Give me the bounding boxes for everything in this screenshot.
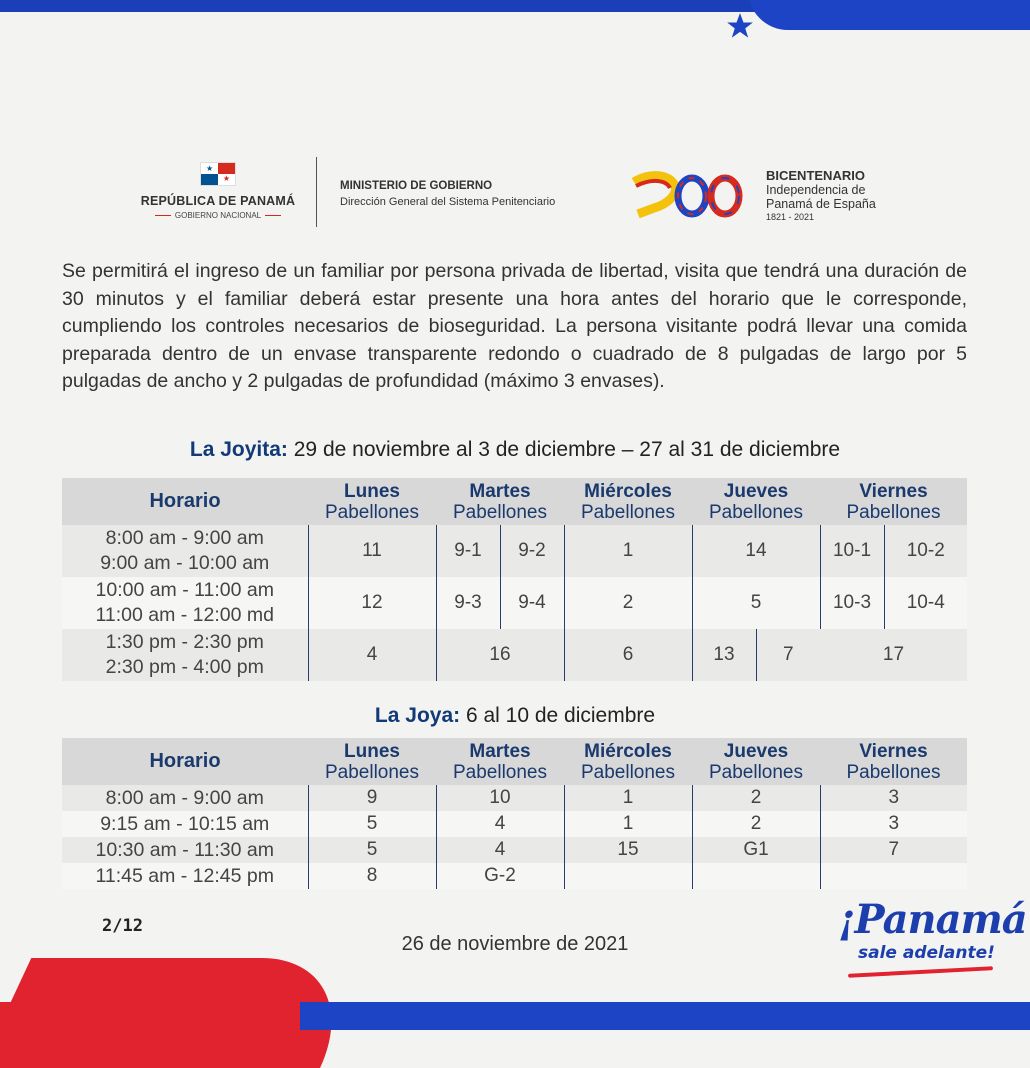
joyita-cell: 1: [564, 525, 692, 577]
bicentenario-line-2: Independencia de: [766, 183, 866, 197]
panama-brand-text: ¡Panamá: [838, 896, 1027, 943]
joyita-head-viernes: Viernes Pabellones: [820, 478, 967, 525]
joya-horario-cell: 8:00 am - 9:00 am: [62, 785, 308, 811]
joya-cell: 1: [564, 811, 692, 837]
joyita-cell: 9-2: [500, 525, 564, 577]
joya-horario-cell: 10:30 am - 11:30 am: [62, 837, 308, 863]
joya-dates: 6 al 10 de diciembre: [460, 704, 656, 727]
joya-cell: [820, 863, 967, 889]
joya-cell: 10: [436, 785, 564, 811]
joya-name: La Joya:: [374, 704, 461, 727]
top-blue-bar: [0, 0, 760, 12]
joyita-cell: 9-4: [500, 577, 564, 629]
joya-horario-cell: 9:15 am - 10:15 am: [62, 811, 308, 837]
joya-cell: 3: [820, 811, 967, 837]
joya-cell: 2: [692, 785, 820, 811]
panama-flag-icon: ★ ★: [200, 162, 236, 186]
bicentenario-title: BICENTENARIO: [766, 168, 865, 183]
top-right-blue-shape: [748, 0, 1030, 30]
joya-cell: 2: [692, 811, 820, 837]
joya-cell: 9: [308, 785, 436, 811]
joyita-cell: 2: [564, 577, 692, 629]
joya-cell: 4: [436, 837, 564, 863]
joyita-cell: 9-1: [436, 525, 500, 577]
intro-paragraph: Se permitirá el ingreso de un familiar por persona privada de libertad, visita que tendrá una duración de 30 minutos y el familiar deberá estar presente una hora antes del horario que le corresponde, cumpliendo los controles necesarios de bioseguridad. La persona visitante podrá llevar una comida preparada dentro de un envase transparente redondo o cuadrado de 8 pulgadas de largo por 5 pulgadas de ancho y 2 pulgadas de profundidad (máximo 3 envases).: [62, 260, 967, 392]
bicentenario-200-logo-icon: [630, 164, 750, 224]
table-row: [62, 525, 967, 577]
ministry-title: MINISTERIO DE GOBIERNO: [340, 180, 493, 192]
joyita-cell: 14: [692, 525, 820, 577]
bicentenario-years: 1821 - 2021: [766, 212, 815, 222]
table-row: [62, 577, 967, 629]
joya-cell: [564, 863, 692, 889]
table-row: [62, 837, 967, 863]
joya-head-jueves: Jueves Pabellones: [692, 738, 820, 785]
joyita-dates: 29 de noviembre al 3 de diciembre – 27 al 31 de diciembre: [287, 438, 841, 461]
joyita-cell: 6: [564, 629, 692, 681]
joya-cell: 7: [820, 837, 967, 863]
joya-head-viernes: Viernes Pabellones: [820, 738, 967, 785]
joya-cell: G-2: [436, 863, 564, 889]
joya-horario-cell: 11:45 am - 12:45 pm: [62, 863, 308, 889]
joyita-head-horario: Horario: [62, 478, 308, 525]
joyita-cell: 4: [308, 629, 436, 681]
joyita-cell: 10-3: [820, 577, 884, 629]
republica-panama-logo: [133, 162, 303, 220]
joya-head-miercoles: Miércoles Pabellones: [564, 738, 692, 785]
joyita-cell: 12: [308, 577, 436, 629]
joyita-cell: 10-4: [884, 577, 967, 629]
joyita-horario-cell: 1:30 pm - 2:30 pm 2:30 pm - 4:00 pm: [62, 629, 308, 681]
panama-brand-underline: [848, 966, 993, 978]
joya-head-lunes: Lunes Pabellones: [308, 738, 436, 785]
joyita-cell: 10-2: [884, 525, 967, 577]
page-number: 2/12: [102, 916, 143, 936]
joya-cell: 15: [564, 837, 692, 863]
bottom-blue-bar: [300, 1002, 1030, 1030]
joya-cell: 8: [308, 863, 436, 889]
joyita-cell: 17: [820, 629, 967, 681]
joyita-cell: 5: [692, 577, 820, 629]
joya-cell: [692, 863, 820, 889]
rp-title: REPÚBLICA DE PANAMÁ: [140, 194, 296, 208]
joyita-cell: 16: [436, 629, 564, 681]
table-row: [62, 811, 967, 837]
ministry-subtitle: Dirección General del Sistema Penitenciario: [340, 196, 556, 208]
table-row: [62, 629, 967, 681]
panama-brand-subtitle: sale adelante!: [858, 943, 995, 963]
joyita-cell: 9-3: [436, 577, 500, 629]
joyita-title: [0, 438, 1030, 462]
joyita-horario-cell: 10:00 am - 11:00 am 11:00 am - 12:00 md: [62, 577, 308, 629]
joyita-name: La Joyita:: [189, 438, 288, 461]
joyita-head-jueves: Jueves Pabellones: [692, 478, 820, 525]
table-row: [62, 785, 967, 811]
joya-cell: 5: [308, 811, 436, 837]
joyita-head-lunes: Lunes Pabellones: [308, 478, 436, 525]
joyita-head-martes: Martes Pabellones: [436, 478, 564, 525]
red-star-icon: [286, 976, 312, 1002]
joya-cell: G1: [692, 837, 820, 863]
joyita-horario-cell: 8:00 am - 9:00 am 9:00 am - 10:00 am: [62, 525, 308, 577]
joya-cell: 5: [308, 837, 436, 863]
joyita-head-miercoles: Miércoles Pabellones: [564, 478, 692, 525]
joya-title: [0, 704, 1030, 728]
header-divider: [316, 157, 317, 227]
joyita-cell: 10-1: [820, 525, 884, 577]
publication-date: 26 de noviembre de 2021: [401, 933, 629, 955]
joya-head-horario: Horario: [62, 738, 308, 785]
joyita-cell: 7: [756, 629, 820, 681]
joyita-schedule-table: [62, 478, 967, 681]
rp-subtitle: GOBIERNO NACIONAL: [133, 211, 303, 220]
joya-cell: 4: [436, 811, 564, 837]
joya-cell: 1: [564, 785, 692, 811]
table-row: [62, 863, 967, 889]
joyita-cell: 11: [308, 525, 436, 577]
joyita-cell: 13: [692, 629, 756, 681]
bicentenario-line-3: Panamá de España: [766, 197, 876, 211]
joya-head-martes: Martes Pabellones: [436, 738, 564, 785]
joya-schedule-table: [62, 738, 967, 889]
joya-cell: 3: [820, 785, 967, 811]
blue-star-icon: [726, 12, 754, 40]
